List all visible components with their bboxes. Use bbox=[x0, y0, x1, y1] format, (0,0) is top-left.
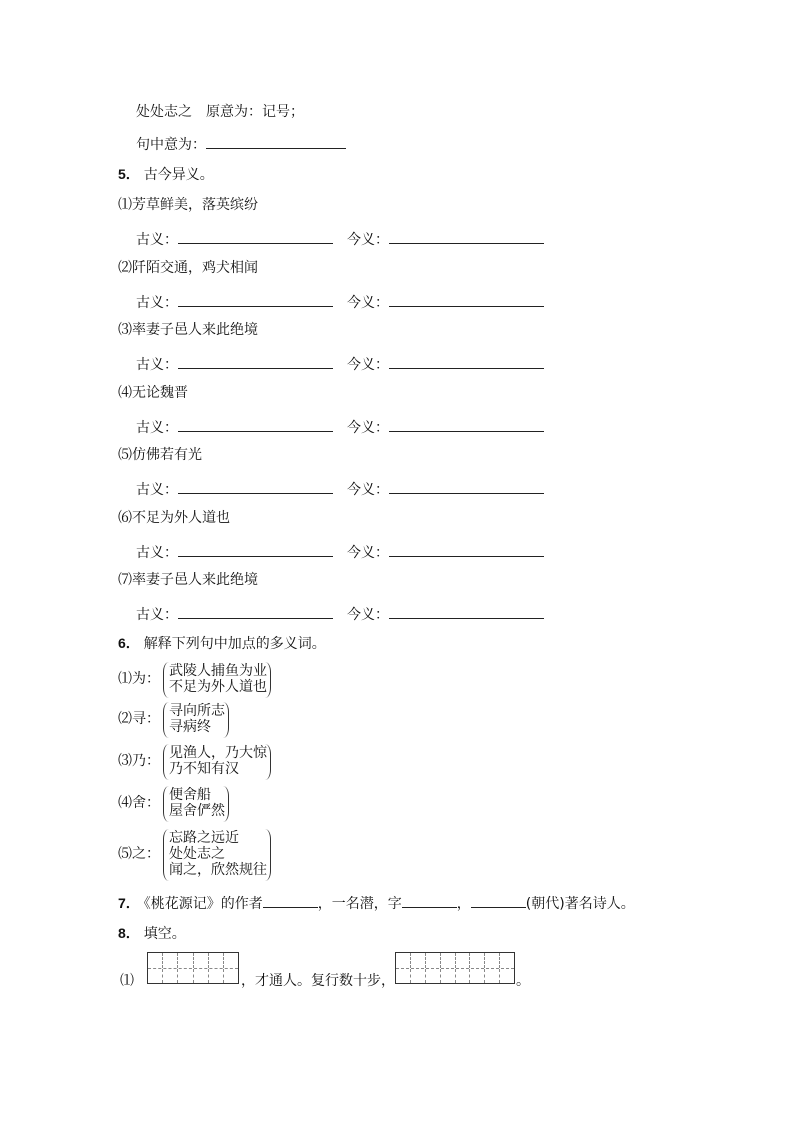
q6-group-label-2: ⑵寻： bbox=[118, 711, 160, 727]
q6-option: 武陵人捕鱼为业 bbox=[169, 663, 267, 679]
q6-option: 便舍船 bbox=[169, 787, 211, 803]
ancient-meaning-blank[interactable] bbox=[178, 354, 333, 369]
q7-dynasty-blank[interactable] bbox=[471, 893, 526, 908]
ancient-meaning-label: 古义： bbox=[136, 607, 178, 623]
modern-meaning-label: 今义： bbox=[347, 232, 389, 248]
q6-option: 闻之，欣然规往 bbox=[169, 862, 267, 878]
q6-title: 解释下列句中加点的多义词。 bbox=[143, 636, 326, 652]
sentence-meaning-label: 句中意为： bbox=[136, 137, 206, 153]
q7-line bbox=[118, 893, 635, 913]
modern-meaning-label: 今义： bbox=[347, 607, 389, 623]
q6-option: 乃不知有汉 bbox=[169, 761, 239, 777]
ancient-meaning-label: 古义： bbox=[136, 544, 178, 561]
sentence-meaning-line bbox=[136, 134, 346, 154]
ancient-meaning-label: 古义： bbox=[136, 482, 178, 498]
q8-heading bbox=[118, 924, 186, 943]
q5-item-6: ⑹不足为外人道也 bbox=[118, 509, 230, 526]
q5-answer-row-6 bbox=[136, 542, 544, 562]
ancient-meaning-blank[interactable] bbox=[178, 604, 333, 619]
q6-option: 屋舍俨然 bbox=[169, 803, 225, 819]
q6-option: 忘路之远近 bbox=[169, 830, 239, 846]
ancient-meaning-blank[interactable] bbox=[178, 292, 333, 307]
q5-item-2: ⑵阡陌交通，鸡犬相闻 bbox=[118, 259, 258, 276]
q8-writing-grid-2[interactable] bbox=[395, 952, 515, 984]
q6-group-label-4: ⑷舍： bbox=[118, 795, 160, 811]
ancient-meaning-label: 古义： bbox=[136, 419, 178, 436]
q5-item-3: ⑶率妻子邑人来此绝境 bbox=[118, 322, 258, 338]
q8-end-text: 。 bbox=[516, 973, 530, 989]
q5-answer-row-2 bbox=[136, 292, 544, 312]
modern-meaning-blank[interactable] bbox=[389, 417, 544, 432]
ancient-meaning-blank[interactable] bbox=[178, 417, 333, 432]
ancient-meaning-label: 古义： bbox=[136, 232, 178, 248]
q5-item-7: ⑺率妻子邑人来此绝境 bbox=[118, 572, 258, 588]
q8-title: 填空。 bbox=[143, 926, 186, 942]
q6-option: 处处志之 bbox=[169, 846, 225, 862]
ancient-meaning-label: 古义： bbox=[136, 357, 178, 373]
ancient-meaning-blank[interactable] bbox=[178, 229, 333, 244]
q5-heading bbox=[118, 165, 214, 184]
q5-item-1: ⑴芳草鲜美，落英缤纷 bbox=[118, 197, 258, 213]
q5-number: 5． bbox=[118, 166, 140, 182]
q7-text-4: (朝代)著名诗人。 bbox=[525, 896, 635, 912]
q7-text-1: 《桃花源记》的作者 bbox=[143, 896, 263, 912]
q5-answer-row-5 bbox=[136, 479, 544, 499]
q6-option: 不足为外人道也 bbox=[169, 679, 267, 695]
q6-group-label-5: ⑸之： bbox=[118, 846, 160, 862]
q6-option: 寻病终 bbox=[169, 719, 211, 735]
q7-text-3: ， bbox=[456, 896, 471, 912]
ancient-meaning-label: 古义： bbox=[136, 294, 178, 311]
modern-meaning-label: 今义： bbox=[347, 544, 389, 561]
q6-group-label-1: ⑴为： bbox=[118, 671, 160, 687]
q7-author-blank[interactable] bbox=[263, 893, 318, 908]
modern-meaning-label: 今义： bbox=[347, 294, 389, 311]
q6-number: 6． bbox=[118, 635, 140, 651]
ancient-meaning-blank[interactable] bbox=[178, 542, 333, 557]
q8-writing-grid-1[interactable] bbox=[147, 952, 239, 984]
q5-answer-row-4 bbox=[136, 417, 544, 437]
q8-middle-text: ，才通人。复行数十步， bbox=[241, 973, 395, 989]
modern-meaning-label: 今义： bbox=[347, 482, 389, 498]
q5-answer-row-1 bbox=[136, 229, 544, 249]
modern-meaning-blank[interactable] bbox=[389, 542, 544, 557]
q5-title: 古今异义。 bbox=[143, 167, 214, 183]
q7-text-2: ，一名潜，字 bbox=[317, 896, 402, 912]
q8-number: 8． bbox=[118, 925, 140, 941]
modern-meaning-blank[interactable] bbox=[389, 292, 544, 307]
sentence-meaning-blank[interactable] bbox=[206, 134, 346, 149]
q7-style-name-blank[interactable] bbox=[402, 893, 457, 908]
modern-meaning-label: 今义： bbox=[347, 357, 389, 373]
q5-item-4: ⑷无论魏晋 bbox=[118, 384, 188, 401]
q6-option: 见渔人，乃大惊 bbox=[169, 745, 267, 761]
modern-meaning-blank[interactable] bbox=[389, 229, 544, 244]
modern-meaning-blank[interactable] bbox=[389, 604, 544, 619]
original-meaning-line bbox=[136, 103, 304, 121]
modern-meaning-label: 今义： bbox=[347, 419, 389, 436]
q5-answer-row-3 bbox=[136, 354, 544, 374]
ancient-meaning-blank[interactable] bbox=[178, 479, 333, 494]
q6-option: 寻向所志 bbox=[169, 703, 225, 719]
q8-item-label: ⑴ bbox=[120, 973, 134, 989]
modern-meaning-blank[interactable] bbox=[389, 354, 544, 369]
q7-number: 7． bbox=[118, 895, 140, 911]
q6-heading bbox=[118, 634, 326, 653]
modern-meaning-blank[interactable] bbox=[389, 479, 544, 494]
original-meaning-text: 处处志之 原意为：记号； bbox=[136, 104, 304, 120]
q5-item-5: ⑸仿佛若有光 bbox=[118, 447, 202, 463]
q6-group-label-3: ⑶乃： bbox=[118, 753, 160, 769]
q5-answer-row-7 bbox=[136, 604, 544, 624]
